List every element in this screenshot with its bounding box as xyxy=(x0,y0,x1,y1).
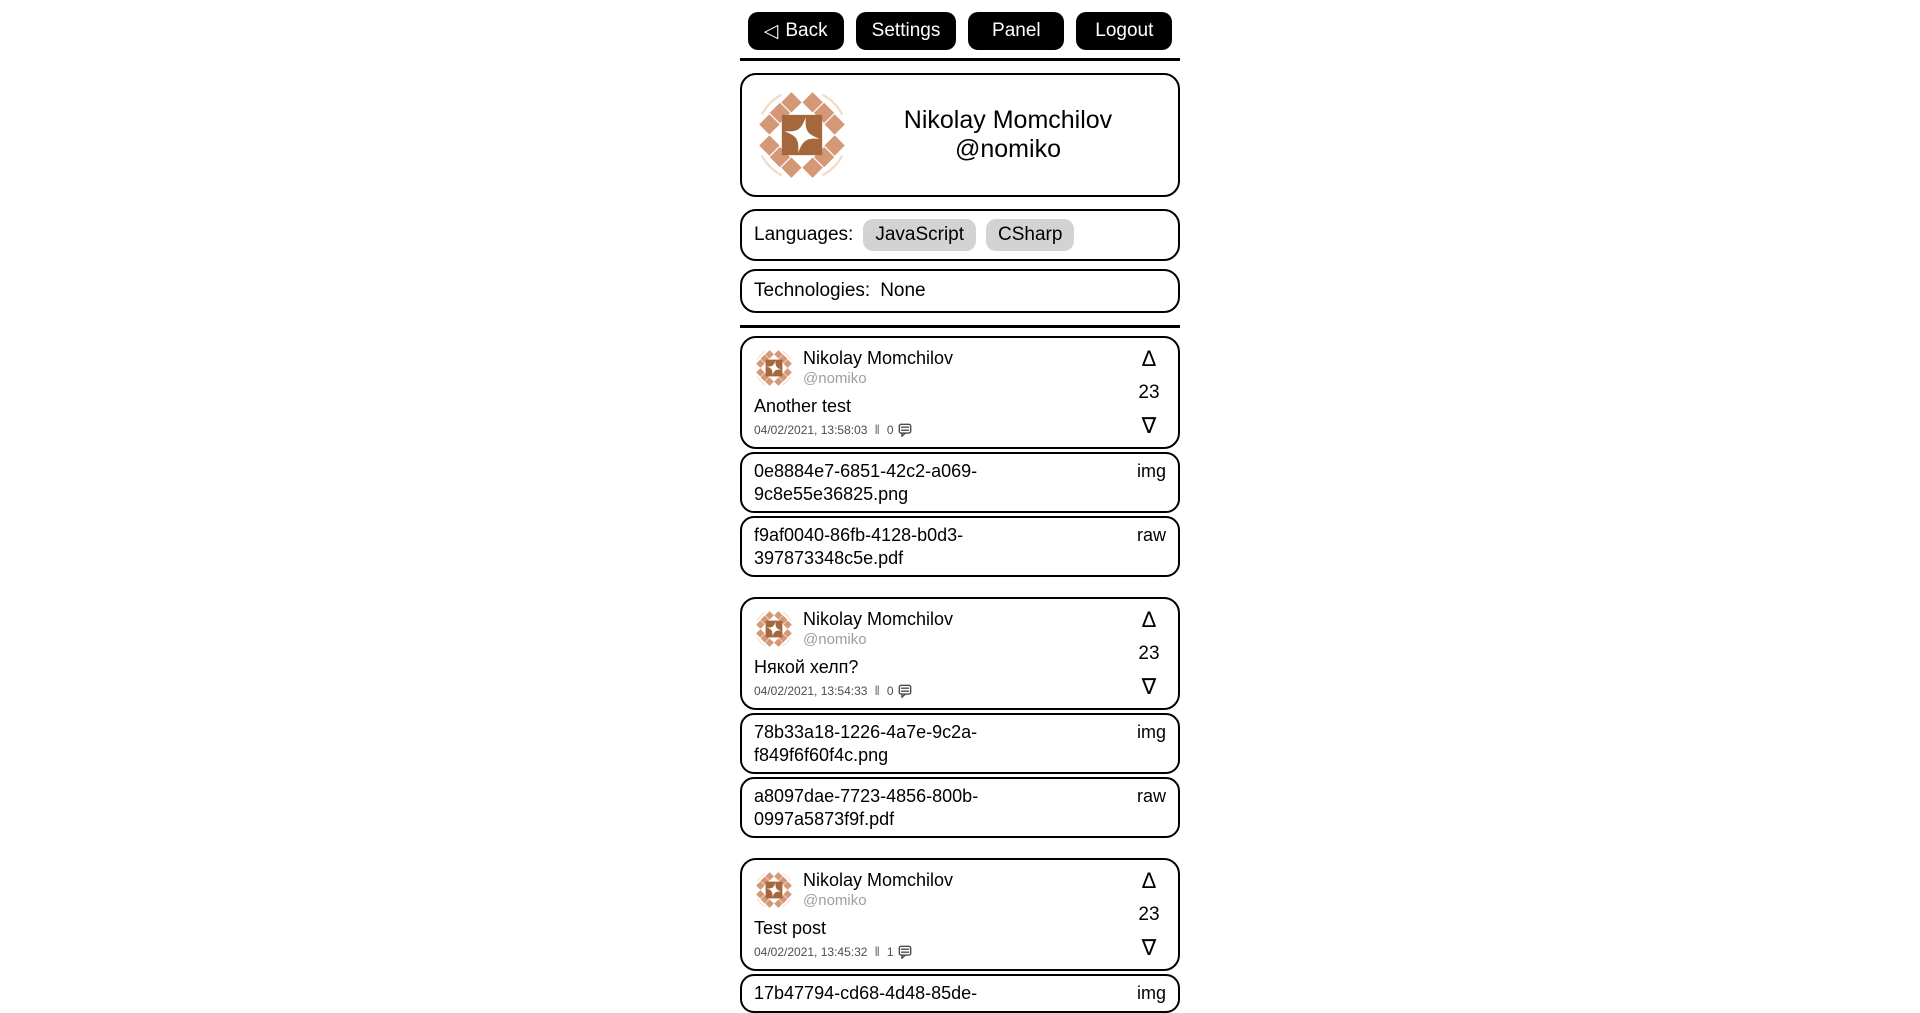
post-meta xyxy=(754,683,1132,698)
attachment-card[interactable] xyxy=(740,974,1180,1013)
post-meta xyxy=(754,944,1132,959)
post-author-handle: @nomiko xyxy=(803,630,867,648)
post-title: Test post xyxy=(754,918,827,938)
upvote-button[interactable]: Δ xyxy=(1141,868,1157,893)
attachment-filename: a8097dae-7723-4856-800b-0997a5873f9f.pdf xyxy=(754,786,979,829)
post-header xyxy=(754,348,1132,388)
vote-column xyxy=(1132,348,1166,437)
logout-button[interactable]: Logout xyxy=(1076,12,1172,50)
profile-names xyxy=(850,106,1166,164)
languages-card xyxy=(740,209,1180,261)
post-timestamp: 04/02/2021, 13:45:32 xyxy=(754,944,868,959)
attachment-filename: 17b47794-cd68-4d48-85de- xyxy=(754,983,978,1003)
top-nav xyxy=(740,12,1180,50)
profile-card xyxy=(740,73,1180,197)
post-group xyxy=(740,597,1180,838)
top-divider xyxy=(740,58,1180,61)
post-meta xyxy=(754,422,1132,437)
post-author-name: Nikolay Momchilov xyxy=(803,348,954,369)
upvote-button[interactable]: Δ xyxy=(1141,607,1157,632)
vote-column xyxy=(1132,870,1166,959)
post-title: Някой хелп? xyxy=(754,657,859,677)
post-timestamp: 04/02/2021, 13:58:03 xyxy=(754,422,868,437)
comment-icon xyxy=(898,423,912,437)
post-card[interactable] xyxy=(740,336,1180,449)
post-author-block xyxy=(803,348,953,388)
post-content xyxy=(754,870,1132,959)
attachment-type-label: img xyxy=(1136,461,1166,481)
settings-button[interactable]: Settings xyxy=(856,12,957,50)
post-group xyxy=(740,336,1180,577)
posts-divider xyxy=(740,325,1180,328)
attachment-type-label: raw xyxy=(1136,786,1166,806)
attachment-filename: 0e8884e7-6851-42c2-a069-9c8e55e36825.png xyxy=(754,461,978,504)
back-button[interactable] xyxy=(748,12,844,50)
vote-count: 23 xyxy=(1138,643,1160,664)
attachment-type-label: img xyxy=(1136,983,1166,1003)
attachment-filename: 78b33a18-1226-4a7e-9c2a-f849f6f60f4c.png xyxy=(754,722,978,765)
comment-count: 0 xyxy=(886,683,894,698)
post-title: Another test xyxy=(754,396,852,416)
language-tag-csharp: CSharp xyxy=(986,219,1074,251)
post-author-avatar xyxy=(754,348,794,388)
post-header xyxy=(754,870,1132,910)
attachment-card[interactable] xyxy=(740,452,1180,513)
attachment-type-label: img xyxy=(1136,722,1166,742)
post-author-avatar xyxy=(754,609,794,649)
meta-separator: ‖ xyxy=(874,422,880,437)
post-author-name: Nikolay Momchilov xyxy=(803,870,954,891)
panel-button[interactable]: Panel xyxy=(968,12,1064,50)
post-author-block xyxy=(803,609,953,649)
comment-icon xyxy=(898,684,912,698)
comment-icon xyxy=(898,945,912,959)
meta-separator: ‖ xyxy=(874,944,880,959)
languages-label: Languages: xyxy=(754,224,854,245)
post-header xyxy=(754,609,1132,649)
post-card[interactable] xyxy=(740,597,1180,710)
post-timestamp: 04/02/2021, 13:54:33 xyxy=(754,683,868,698)
vote-count: 23 xyxy=(1138,904,1160,925)
downvote-button[interactable]: ∇ xyxy=(1141,413,1157,438)
profile-avatar xyxy=(754,87,850,183)
technologies-label: Technologies: xyxy=(754,280,871,301)
profile-page xyxy=(740,0,1180,1013)
language-tag-javascript: JavaScript xyxy=(863,219,976,251)
profile-handle: @nomiko xyxy=(955,135,1061,163)
post-author-handle: @nomiko xyxy=(803,369,867,387)
post-group xyxy=(740,858,1180,1013)
comment-count: 0 xyxy=(886,422,894,437)
attachment-card[interactable] xyxy=(740,777,1180,838)
attachment-filename: f9af0040-86fb-4128-b0d3-397873348c5e.pdf xyxy=(754,525,964,568)
attachment-card[interactable] xyxy=(740,713,1180,774)
post-card[interactable] xyxy=(740,858,1180,971)
attachment-type-label: raw xyxy=(1136,525,1166,545)
post-author-name: Nikolay Momchilov xyxy=(803,609,954,630)
post-content xyxy=(754,348,1132,437)
post-content xyxy=(754,609,1132,698)
downvote-button[interactable]: ∇ xyxy=(1141,935,1157,960)
technologies-value: None xyxy=(880,280,926,301)
back-button-label: Back xyxy=(785,20,828,41)
back-arrow-icon: ◁ xyxy=(763,20,779,42)
post-author-handle: @nomiko xyxy=(803,891,867,909)
profile-name: Nikolay Momchilov xyxy=(903,106,1113,135)
technologies-card xyxy=(740,269,1180,313)
vote-count: 23 xyxy=(1138,382,1160,403)
post-author-avatar xyxy=(754,870,794,910)
upvote-button[interactable]: Δ xyxy=(1141,346,1157,371)
downvote-button[interactable]: ∇ xyxy=(1141,674,1157,699)
attachment-card[interactable] xyxy=(740,516,1180,577)
meta-separator: ‖ xyxy=(874,683,880,698)
vote-column xyxy=(1132,609,1166,698)
post-author-block xyxy=(803,870,953,910)
comment-count: 1 xyxy=(886,944,894,959)
